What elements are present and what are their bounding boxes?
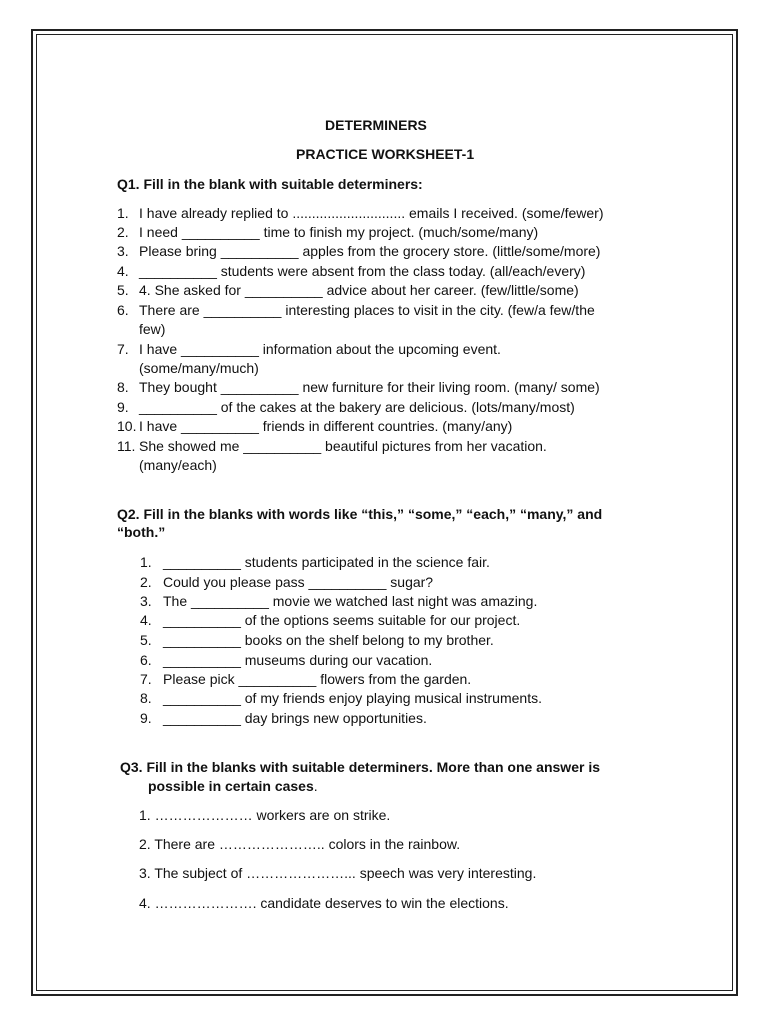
q1-item-number: 9. [117,399,129,415]
q2-item-number: 6. [140,652,152,668]
q1-item-number: 11. [117,438,136,454]
q2-item-number: 5. [140,632,152,648]
q1-item-text-cont: (some/many/much) [139,360,259,376]
q2-item-number: 4. [140,612,152,628]
q3-item: 3. The subject of …………………... speech was very interesting. [139,865,537,881]
worksheet-title: DETERMINERS [325,117,427,133]
q2-item-text: __________ of my friends enjoy playing musical instruments. [163,690,542,706]
q2-item-number: 3. [140,593,152,609]
q2-heading: Q2. Fill in the blanks with words like “this,” “some,” “each,” “many,” and [117,506,603,522]
q2-item-text: __________ day brings new opportunities. [163,710,427,726]
q3-heading-cont [148,778,318,795]
q1-item-text-cont: few) [139,321,166,337]
q1-item-number: 3. [117,243,129,259]
q1-item-number: 10. [117,418,137,434]
q2-item-text: Please pick __________ flowers from the garden. [163,671,472,687]
q3-heading-cont-text: possible in certain cases [148,778,314,794]
q2-item-number: 8. [140,690,152,706]
q1-item-text: 4. She asked for __________ advice about her career. (few/little/some) [139,282,579,298]
q2-item-number: 2. [140,574,152,590]
q2-item-number: 9. [140,710,152,726]
q3-item: 1. ………………… workers are on strike. [139,807,391,823]
q1-item-number: 1. [117,205,129,221]
q1-item-text: She showed me __________ beautiful pictures from her vacation. [139,438,547,454]
q1-item-number: 5. [117,282,129,298]
q2-item-text: The __________ movie we watched last night was amazing. [163,593,538,609]
q1-item-text: __________ of the cakes at the bakery are delicious. (lots/many/most) [139,399,575,415]
q2-item-text: __________ students participated in the science fair. [163,554,490,570]
q2-item-text: __________ books on the shelf belong to my brother. [163,632,494,648]
q2-item-text: __________ of the options seems suitable for our project. [163,612,521,628]
q1-item-text: Please bring __________ apples from the grocery store. (little/some/more) [139,243,601,259]
q2-item-number: 7. [140,671,152,687]
q1-item-text: __________ students were absent from the class today. (all/each/every) [139,263,586,279]
q1-item-text: There are __________ interesting places to visit in the city. (few/a few/the [139,302,595,318]
q3-heading: Q3. Fill in the blanks with suitable determiners. More than one answer is [120,759,600,775]
q1-item-text: I need __________ time to finish my project. (much/some/many) [139,224,539,240]
q1-item-text: They bought __________ new furniture for their living room. (many/ some) [139,379,600,395]
q1-item-number: 2. [117,224,129,240]
q3-heading-period: . [313,778,318,794]
q2-item-text: Could you please pass __________ sugar? [163,574,434,590]
q1-item-text: I have __________ information about the upcoming event. [139,341,501,357]
q1-item-number: 6. [117,302,129,318]
q1-item-number: 7. [117,341,129,357]
q2-heading-cont: “both.” [117,524,166,540]
q1-item-text: I have __________ friends in different countries. (many/any) [139,418,513,434]
q1-item-text: I have already replied to ............................. emails I received. (some/fewer) [139,205,604,221]
worksheet-subtitle: PRACTICE WORKSHEET-1 [296,146,475,162]
q3-item: 2. There are ………………….. colors in the rainbow. [139,836,461,852]
q1-item-text-cont: (many/each) [139,457,217,473]
q1-item-number: 4. [117,263,129,279]
q2-item-number: 1. [140,554,152,570]
q1-item-number: 8. [117,379,129,395]
q2-item-text: __________ museums during our vacation. [163,652,433,668]
q3-item: 4. …………………. candidate deserves to win the elections. [139,895,509,911]
q1-heading: Q1. Fill in the blank with suitable determiners: [117,176,423,192]
